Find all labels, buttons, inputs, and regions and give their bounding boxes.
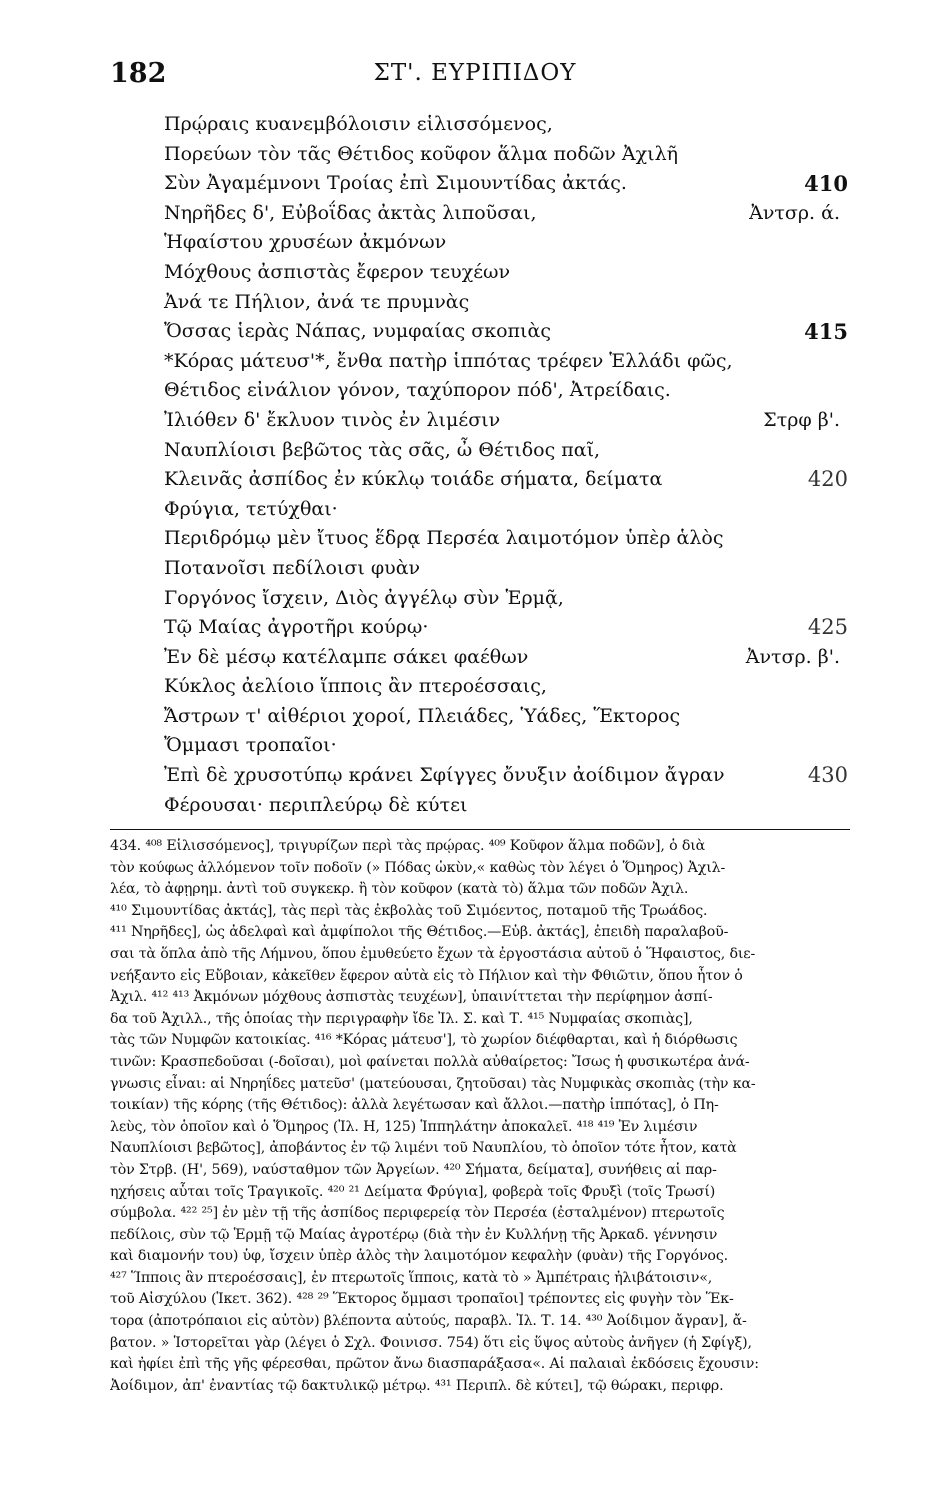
verse-text: Κλεινᾶς ἀσπίδος ἐν κύκλῳ τοιάδε σήματα, δείματα [164, 468, 663, 491]
footnote-divider [110, 829, 850, 830]
verse-text: Ἡφαίστου χρυσέων ἀκμόνων [164, 231, 447, 254]
verse-line [164, 140, 854, 170]
verse-line [164, 317, 854, 347]
verse-line [164, 228, 854, 258]
verse-text: Ποτανοῖσι πεδίλοισι φυὰν [164, 556, 421, 579]
footnote-line: τὸν κούφως ἀλλόμενον τοῖν ποδοῖν (» Πόδας ὠκὺν,« καθὼς τὸν λέγει ὁ Ὅμηρος) Ἀχιλ- [110, 859, 726, 876]
verse-text: Σὺν Ἀγαμέμνονι Τροίας ἐπὶ Σιμουντίδας ἀκτάς. [164, 172, 627, 195]
footnote-line: τὰς τῶν Νυμφῶν κατοικίας. ⁴¹⁶ *Κόρας μάτευσ'], τὸ χωρίον διέφθαρται, καὶ ἡ διόρθωσις [110, 1032, 738, 1049]
strophe-marker: Στρφ β'. [763, 408, 840, 431]
page-header [110, 58, 840, 92]
verse-line [164, 258, 854, 288]
footnote-line: λεὺς, τὸν ὁποῖον καὶ ὁ Ὅμηρος (Ἰλ. Η, 125) Ἱππηλάτην ἀποκαλεῖ. ⁴¹⁸ ⁴¹⁹ Ἐν λιμέσιν [110, 1118, 698, 1135]
footnote-line: 434. ⁴⁰⁸ Εἱλισσόμενος], τριγυρίζων περὶ τὰς πρῴρας. ⁴⁰⁹ Κοῦφον ἅλμα ποδῶν], ὁ διὰ [110, 838, 706, 854]
footnote-line: σύμβολα. ⁴²² ²⁵] ἐν μὲν τῇ τῆς ἀσπίδος περιφερείᾳ τὸν Περσέα (ἐσταλμένον) πτερωτοῖς [110, 1205, 725, 1222]
footnote-line: καὶ διαμονήν του) ὑφ, ἴσχειν ὑπὲρ ἁλὸς τὴν λαιμοτόμον κεφαλὴν (φυὰν) τῆς Γοργόνος. [110, 1248, 728, 1265]
footnote-line: Ναυπλίοισι βεβῶτος], ἀποβάντος ἐν τῷ λιμένι τοῦ Ναυπλίου, τὸ ὁποῖον τότε ἦτον, κατὰ [110, 1140, 737, 1157]
footnote-line: τοικίαν) τῆς κόρης (τῆς Θέτιδος): ἀλλὰ λεγέτωσαν καὶ ἄλλοι.—πατὴρ ἱππότας], ὁ Πη- [110, 1097, 719, 1114]
verse-text: Πορεύων τὸν τᾶς Θέτιδος κοῦφον ἅλμα ποδῶν Ἀχιλῆ [164, 142, 679, 165]
verse-line [164, 199, 854, 229]
page-number: 182 [110, 58, 167, 89]
verse-line [164, 288, 854, 318]
verse-text: Πρῴραις κυανεμβόλοισιν εἱλισσόμενος, [164, 113, 553, 135]
verse-text: *Κόρας μάτευσ'*, ἔνθα πατὴρ ἱππότας τρέφεν Ἑλλάδι φῶς, [164, 349, 733, 372]
verse-text: Θέτιδος εἰνάλιον γόνον, ταχύπορον πόδ', Ἀτρείδαις. [164, 379, 671, 402]
footnote-line: δα τοῦ Ἀχιλλ., τῆς ὁποίας τὴν περιγραφὴν ἴδε Ἰλ. Σ. καὶ Τ. ⁴¹⁵ Νυμφαίας σκοπιὰς], [110, 1010, 693, 1027]
footnote-line: πεδίλοις, σὺν τῷ Ἑρμῇ τῷ Μαίας ἀγροτέρῳ (διὰ τὴν ἐν Κυλλήνῃ τῆς Ἀρκαδ. γέννησιν [110, 1226, 718, 1243]
verse-line [164, 791, 854, 821]
verse-text: Ναυπλίοισι βεβῶτος τὰς σᾶς, ὦ Θέτιδος παῖ, [164, 438, 601, 461]
line-number: 430 [807, 763, 848, 788]
footnote-line: τὸν Στρβ. (Η', 569), ναύσταθμον τῶν Ἀργείων. ⁴²⁰ Σήματα, δείματα], συνήθεις αἱ παρ- [110, 1161, 717, 1178]
verse-text: Μόχθους ἀσπιστὰς ἔφερον τευχέων [164, 260, 511, 283]
verse-text: Νηρῆδες δ', Εὐβοΐδας ἀκτὰς λιποῦσαι, [164, 201, 537, 224]
verse-text: Περιδρόμῳ μὲν ἴτυος ἕδρᾳ Περσέα λαιμοτόμον ὑπὲρ ἁλὸς [164, 527, 724, 550]
strophe-marker: Ἀντσρ. ά. [749, 201, 840, 224]
verse-text: Ἄστρων τ' αἰθέριοι χοροί, Πλειάδες, Ὑάδες, Ἕκτορος [164, 704, 681, 727]
verse-text: Ἰλιόθεν δ' ἔκλυον τινὸς ἐν λιμέσιν [164, 408, 501, 431]
verse-line [164, 643, 854, 673]
footnote-line: ⁴¹¹ Νηρῆδες], ὡς ἀδελφαὶ καὶ ἀμφίπολοι τῆς Θέτιδος.—Εὐβ. ἀκτάς], ἐπειδὴ παραλαβοῦ- [110, 924, 729, 941]
footnote-line: τινῶν: Κρασπεδοῦσαι (-δοῖσαι), μοὶ φαίνεται πολλὰ αὐθαίρετος: Ἴσως ἡ φυσικωτέρα ἀνά- [110, 1053, 750, 1070]
verse-line [164, 110, 854, 140]
verse-text: Φέρουσαι· περιπλεύρῳ δὲ κύτει [164, 793, 468, 816]
footnote-line: τορα (ἀποτρόπαιοι εἰς αὐτὸν) βλέποντα αὐτούς, παραβλ. Ἰλ. Τ. 14. ⁴³⁰ Ἀοίδιμον ἄγραν], ἄ- [110, 1313, 747, 1330]
verse-text: Ὄμμασι τροπαῖοι· [164, 734, 337, 757]
verse-line [164, 524, 854, 554]
verse-line [164, 436, 854, 466]
verse-text: Ἐπὶ δὲ χρυσοτύπῳ κράνει Σφίγγες ὄνυξιν ἀοίδιμον ἄγραν [164, 764, 725, 787]
verse-line [164, 613, 854, 643]
verse-line [164, 465, 854, 495]
footnote-line: νεήξαντο εἰς Εὔβοιαν, κἀκεῖθεν ἔφερον αὐτὰ εἰς τὸ Πήλιον καὶ τὴν Φθιῶτιν, ὅπου ἦτον ὁ [110, 967, 743, 984]
footnote-line: καὶ ἠφίει ἐπὶ τῆς γῆς φέρεσθαι, πρῶτον ἄνω διασπαράξασα«. Αἱ παλαιαὶ ἐκδόσεις ἔχουσιν: [110, 1356, 759, 1373]
verse-text: Τῷ Μαίας ἀγροτῆρι κούρῳ· [164, 616, 429, 639]
verse-line [164, 761, 854, 791]
verse-line [164, 584, 854, 614]
verse-line [164, 406, 854, 436]
verse-text: Ὄσσας ἱερὰς Νάπας, νυμφαίας σκοπιὰς [164, 320, 551, 343]
verse-line [164, 169, 854, 199]
footnote-line: γνωσις εἶναι: αἱ Νηρηΐδες ματεῦσ' (ματεύουσαι, ζητοῦσαι) τὰς Νυμφικὰς σκοπιὰς (τὴν κα- [110, 1075, 756, 1092]
footnote-line: Ἀοίδιμον, ἀπ' ἐναντίας τῷ δακτυλικῷ μέτρῳ. ⁴³¹ Περιπλ. δὲ κύτει], τῷ θώρακι, περιφρ. [110, 1377, 724, 1394]
footnote-line: σαι τὰ ὅπλα ἀπὸ τῆς Λήμνου, ὅπου ἐμυθεύετο ἔχων τὰ ἐργοστάσια αὐτοῦ ὁ Ἥφαιστος, διε- [110, 945, 756, 962]
footnote-line: βατον. » Ἱστορεῖται γὰρ (λέγει ὁ Σχλ. Φοινισσ. 754) ὅτι εἰς ὕψος αὐτοὺς ἀνῆγεν (ἡ Σφίγξ), [110, 1334, 752, 1351]
verse-text: Γοργόνος ἴσχειν, Διὸς ἀγγέλῳ σὺν Ἑρμᾷ, [164, 586, 564, 609]
verse-text: Κύκλος ἀελίοιο ἵπποις ἂν πτεροέσσαις, [164, 675, 547, 698]
running-title: ΣΤ'. ΕΥΡΙΠΙΔΟΥ [373, 60, 577, 86]
footnote-line: ⁴¹⁰ Σιμουντίδας ἀκτάς], τὰς περὶ τὰς ἐκβολὰς τοῦ Σιμόεντος, ποταμοῦ τῆς Τρωάδος. [110, 902, 708, 919]
verse-text: Φρύγια, τετύχθαι· [164, 497, 338, 520]
verse-line [164, 347, 854, 377]
verse-line [164, 495, 854, 525]
footnote-line: τοῦ Αἰσχύλου (Ἱκετ. 362). ⁴²⁸ ²⁹ Ἕκτορος ὄμμασι τροπαῖοι] τρέποντες εἰς φυγὴν τὸν Ἕκ- [110, 1291, 734, 1308]
verse-text: Ἐν δὲ μέσῳ κατέλαμπε σάκει φαέθων [164, 645, 529, 668]
footnote-line: λέα, τὸ ἀφῃρημ. ἀντὶ τοῦ συγκεκρ. ἢ τὸν κοῦφον (κατὰ τὸ) ἅλμα τῶν ποδῶν Ἀχιλ. [110, 881, 689, 898]
verse-line [164, 672, 854, 702]
line-number: 420 [807, 467, 848, 492]
verse-line [164, 376, 854, 406]
footnote-block [110, 836, 850, 1397]
verse-line [164, 731, 854, 761]
footnote-line: Ἀχιλ. ⁴¹² ⁴¹³ Ἀκμόνων μόχθους ἀσπιστὰς τευχέων], ὑπαινίττεται τὴν περίφημον ἀσπί- [110, 989, 713, 1006]
line-number: 425 [807, 615, 848, 640]
line-number: 410 [804, 171, 848, 197]
verse-block [164, 110, 854, 820]
footnote-line: ηχήσεις αὗται τοῖς Τραγικοῖς. ⁴²⁰ ²¹ Δείματα Φρύγια], φοβερὰ τοῖς Φρυξὶ (τοῖς Τρωσί) [110, 1183, 716, 1200]
footnote-line: ⁴²⁷ Ἵπποις ἂν πτεροέσσαις], ἐν πτερωτοῖς ἵπποις, κατὰ τὸ » Ἀμπέτραις ἠλιβάτοισιν«, [110, 1269, 713, 1286]
verse-line [164, 702, 854, 732]
strophe-marker: Ἀντσρ. β'. [745, 645, 840, 668]
verse-line [164, 554, 854, 584]
verse-text: Ἀνά τε Πήλιον, ἀνά τε πρυμνὰς [164, 290, 470, 313]
line-number: 415 [804, 319, 848, 345]
